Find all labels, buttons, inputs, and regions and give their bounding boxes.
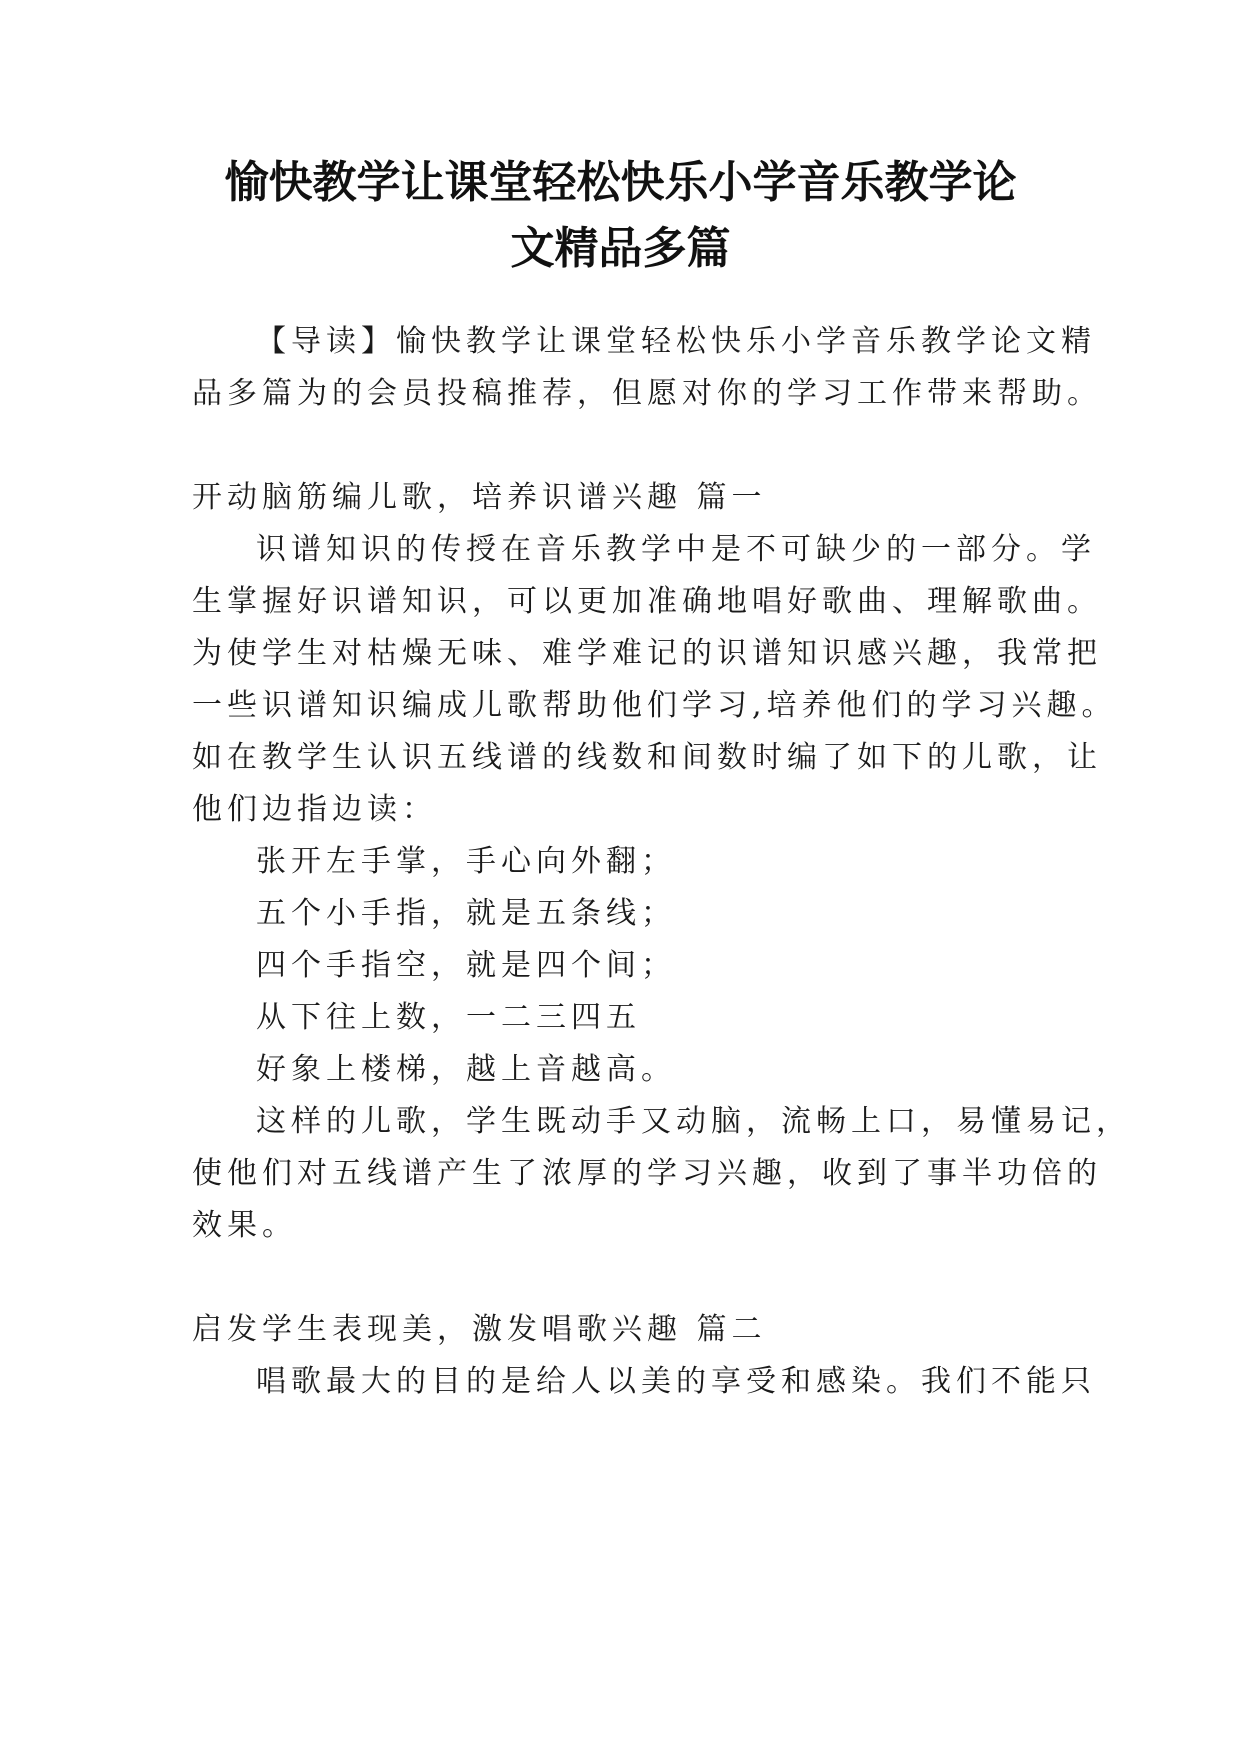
section-2-heading: 启发学生表现美，激发唱歌兴趣 篇二 xyxy=(192,1312,767,1347)
section-1-para-1-line-5: 如在教学生认识五线谱的线数和间数时编了如下的儿歌，让 xyxy=(192,740,1102,775)
intro-line-1: 【导读】愉快教学让课堂轻松快乐小学音乐教学论文精 xyxy=(256,324,1096,359)
document-title-line-2: 文精品多篇 xyxy=(510,223,731,274)
rhyme-line-1: 张开左手掌，手心向外翻； xyxy=(256,844,676,879)
rhyme-line-2: 五个小手指，就是五条线； xyxy=(256,896,676,931)
section-1-heading: 开动脑筋编儿歌，培养识谱兴趣 篇一 xyxy=(192,480,767,515)
rhyme-line-3: 四个手指空，就是四个间； xyxy=(256,948,676,983)
document-title-line-1: 愉快教学让课堂轻松快乐小学音乐教学论 xyxy=(224,157,1017,208)
section-1-para-2-line-2: 使他们对五线谱产生了浓厚的学习兴趣，收到了事半功倍的 xyxy=(192,1156,1102,1191)
section-1-para-1-line-3: 为使学生对枯燥无味、难学难记的识谱知识感兴趣，我常把 xyxy=(192,636,1102,671)
section-1-para-1-line-4: 一些识谱知识编成儿歌帮助他们学习,培养他们的学习兴趣。 xyxy=(192,688,1117,723)
section-1-para-1-line-6: 他们边指边读： xyxy=(192,792,437,827)
section-1-para-1-line-1: 识谱知识的传授在音乐教学中是不可缺少的一部分。学 xyxy=(256,532,1096,567)
section-1-para-1-line-2: 生掌握好识谱知识，可以更加准确地唱好歌曲、理解歌曲。 xyxy=(192,584,1102,619)
rhyme-line-5: 好象上楼梯，越上音越高。 xyxy=(256,1052,676,1087)
section-1-para-2-line-1: 这样的儿歌，学生既动手又动脑，流畅上口，易懂易记， xyxy=(256,1104,1131,1139)
section-2-para-1-line-1: 唱歌最大的目的是给人以美的享受和感染。我们不能只 xyxy=(256,1364,1096,1399)
intro-line-2: 品多篇为的会员投稿推荐，但愿对你的学习工作带来帮助。 xyxy=(192,376,1102,411)
rhyme-line-4: 从下往上数，一二三四五 xyxy=(256,1000,641,1035)
section-1-para-2-line-3: 效果。 xyxy=(192,1208,297,1243)
